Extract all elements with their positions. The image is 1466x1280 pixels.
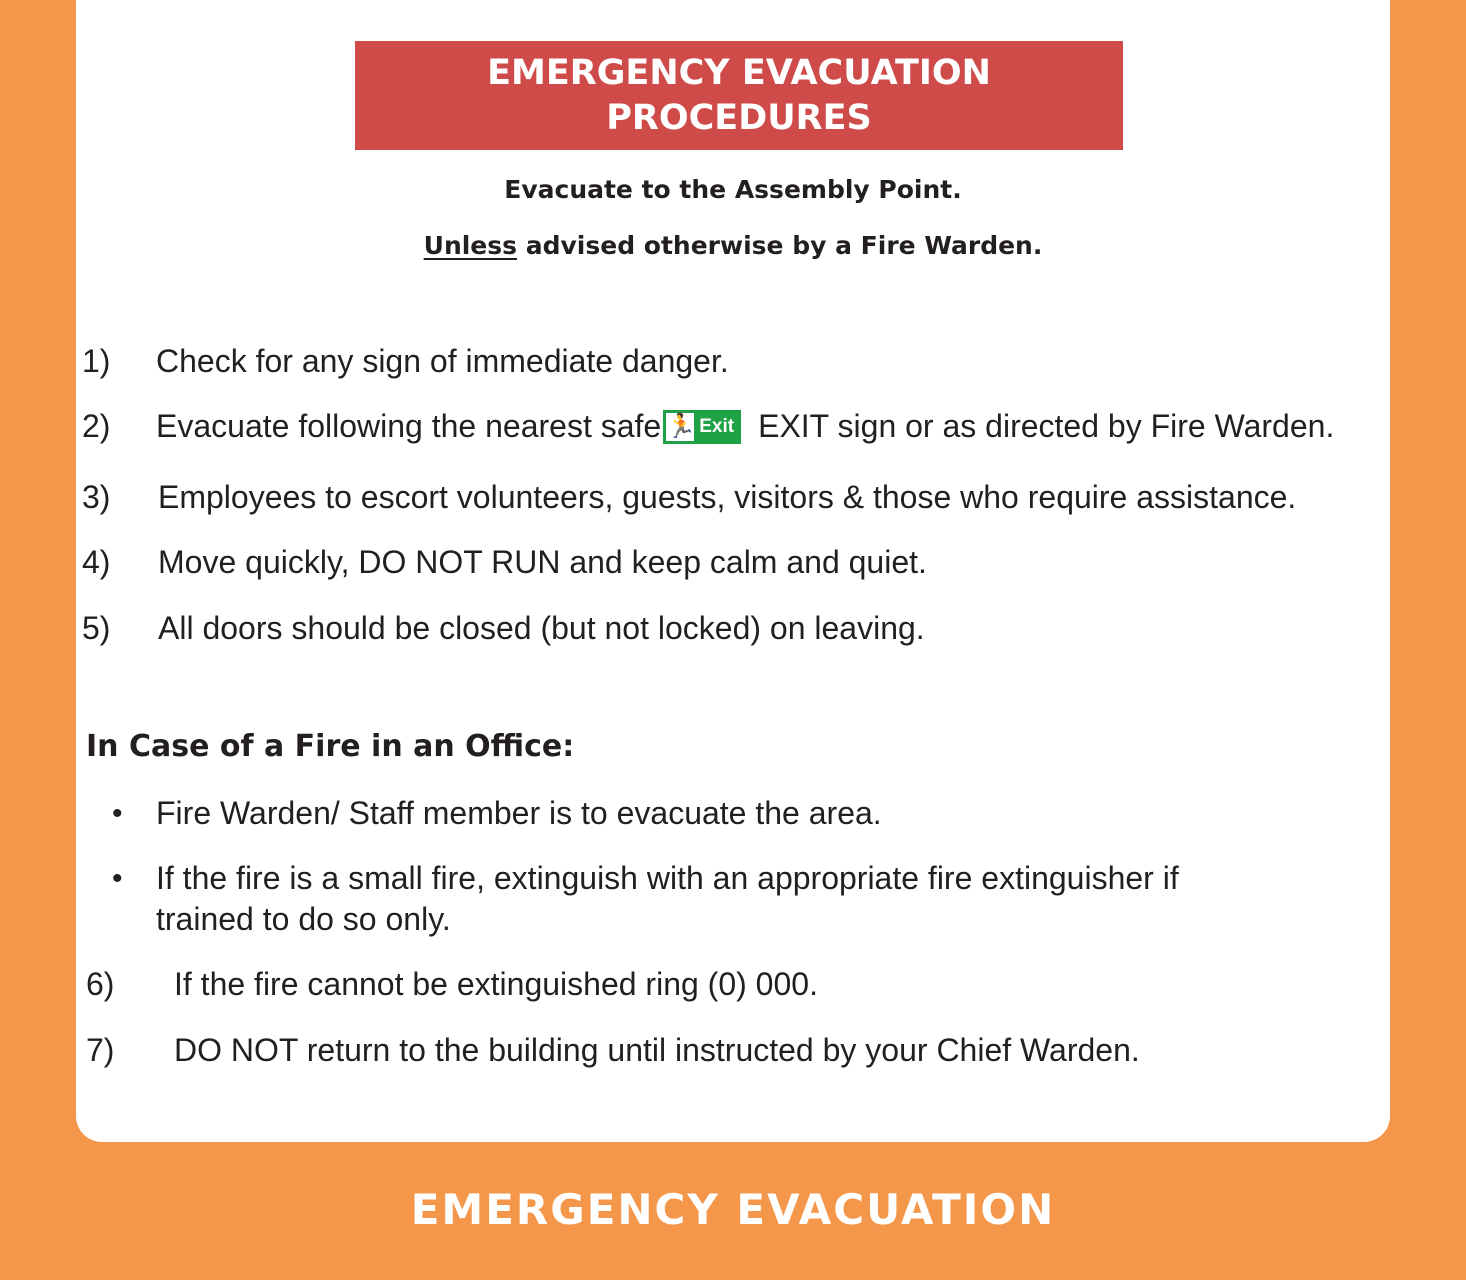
office-fire-heading: In Case of a Fire in an Office: bbox=[86, 729, 575, 764]
assembly-point-instruction: Evacuate to the Assembly Point. bbox=[504, 175, 962, 204]
running-man-icon: 🏃 bbox=[666, 412, 697, 440]
title-banner bbox=[355, 41, 1123, 150]
step-number: 4) bbox=[82, 544, 111, 580]
step-text: Move quickly, DO NOT RUN and keep calm and quiet. bbox=[158, 544, 927, 580]
bullet-item-1: Fire Warden/ Staff member is to evacuate the area. bbox=[156, 795, 882, 831]
title-line-2: PROCEDURES bbox=[606, 97, 872, 138]
step-text: Employees to escort volunteers, guests, visitors & those who require assistance. bbox=[158, 479, 1297, 515]
step-text bbox=[156, 406, 1334, 446]
exit-sign-label: Exit bbox=[699, 415, 735, 437]
step-text: DO NOT return to the building until instructed by your Chief Warden. bbox=[174, 1032, 1140, 1068]
step-number: 6) bbox=[86, 966, 115, 1002]
unless-emphasis: Unless bbox=[423, 231, 518, 260]
fire-warden-note-rest: advised otherwise by a Fire Warden. bbox=[517, 231, 1043, 260]
bullet-item-2-line-1: If the fire is a small fire, extinguish with an appropriate fire extinguisher if bbox=[156, 860, 1179, 896]
step-text: Check for any sign of immediate danger. bbox=[156, 343, 729, 379]
step-number: 3) bbox=[82, 479, 111, 515]
step-text-after-sign: EXIT sign or as directed by Fire Warden. bbox=[749, 408, 1335, 444]
footer-title: EMERGENCY EVACUATION bbox=[410, 1185, 1056, 1234]
step-number: 1) bbox=[82, 343, 111, 379]
step-text-before-sign: Evacuate following the nearest safe bbox=[156, 408, 662, 444]
exit-sign bbox=[663, 410, 741, 444]
step-text: If the fire cannot be extinguished ring (0) 000. bbox=[174, 966, 818, 1002]
fire-warden-note bbox=[76, 230, 1390, 262]
step-number: 7) bbox=[86, 1032, 115, 1068]
title-line-1: EMERGENCY EVACUATION bbox=[487, 52, 991, 93]
step-text: All doors should be closed (but not locked) on leaving. bbox=[158, 610, 925, 646]
step-number: 2) bbox=[82, 408, 111, 444]
bullet-item-2-line-2: trained to do so only. bbox=[156, 901, 451, 937]
bullet-icon: • bbox=[112, 797, 123, 830]
bullet-icon: • bbox=[112, 862, 123, 895]
step-number: 5) bbox=[82, 610, 111, 646]
